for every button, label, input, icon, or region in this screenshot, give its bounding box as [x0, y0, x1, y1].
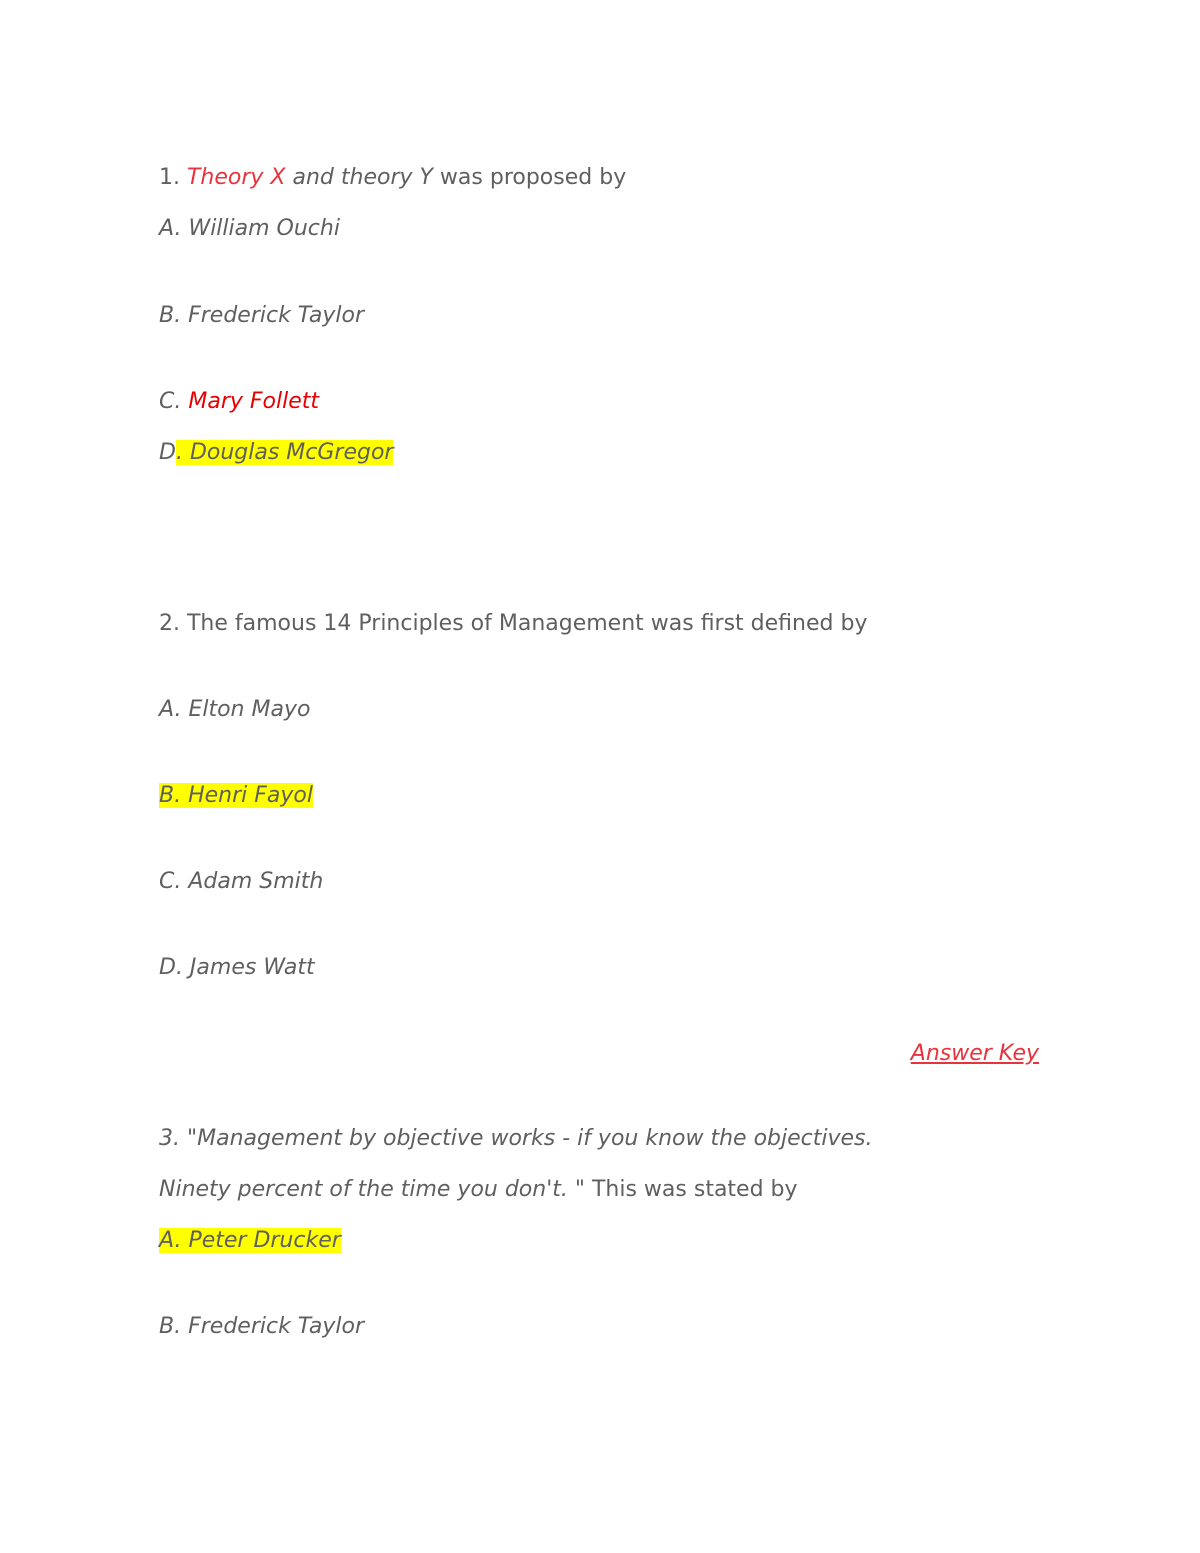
question-1-number: 1.: [159, 165, 187, 190]
question-1-option-d-prefix: D: [159, 440, 176, 465]
question-1-option-c-name: Mary Follett: [188, 389, 320, 414]
question-3-line-1: [159, 1124, 873, 1154]
question-2-option-b: [159, 781, 313, 811]
question-1-option-c: [159, 387, 319, 417]
question-2-option-b-highlighted: B. Henri Fayol: [159, 783, 313, 808]
question-3-option-a-highlighted: A. Peter Drucker: [159, 1228, 341, 1253]
question-2: 2. The famous 14 Principles of Management was first defined by: [159, 611, 868, 636]
question-1-option-d: [159, 438, 393, 468]
question-3-line-2: [159, 1175, 798, 1205]
question-2-option-a: A. Elton Mayo: [159, 697, 311, 722]
question-2-option-c: C. Adam Smith: [159, 869, 324, 894]
question-1-theory-y: and theory Y: [285, 165, 433, 190]
question-1: [159, 163, 626, 193]
question-3-rest: " This was stated by: [567, 1177, 798, 1202]
question-2-option-d: D. James Watt: [159, 955, 315, 980]
question-1-option-d-highlighted: . Douglas McGregor: [175, 440, 394, 465]
question-1-option-a: A. William Ouchi: [159, 216, 340, 241]
answer-key-link[interactable]: Answer Key: [910, 1041, 1039, 1066]
question-1-option-c-prefix: C.: [159, 389, 189, 414]
question-1-option-b: B. Frederick Taylor: [159, 303, 365, 328]
question-3-option-a: [159, 1226, 341, 1256]
question-1-rest: was proposed by: [432, 165, 627, 190]
question-3-quote-end: Ninety percent of the time you don't.: [159, 1177, 568, 1202]
question-1-theory-x: Theory X: [186, 165, 286, 190]
question-3-quote-start: 3. "Management by objective works - if you know the objectives.: [159, 1126, 873, 1151]
question-3-option-b: B. Frederick Taylor: [159, 1314, 365, 1339]
